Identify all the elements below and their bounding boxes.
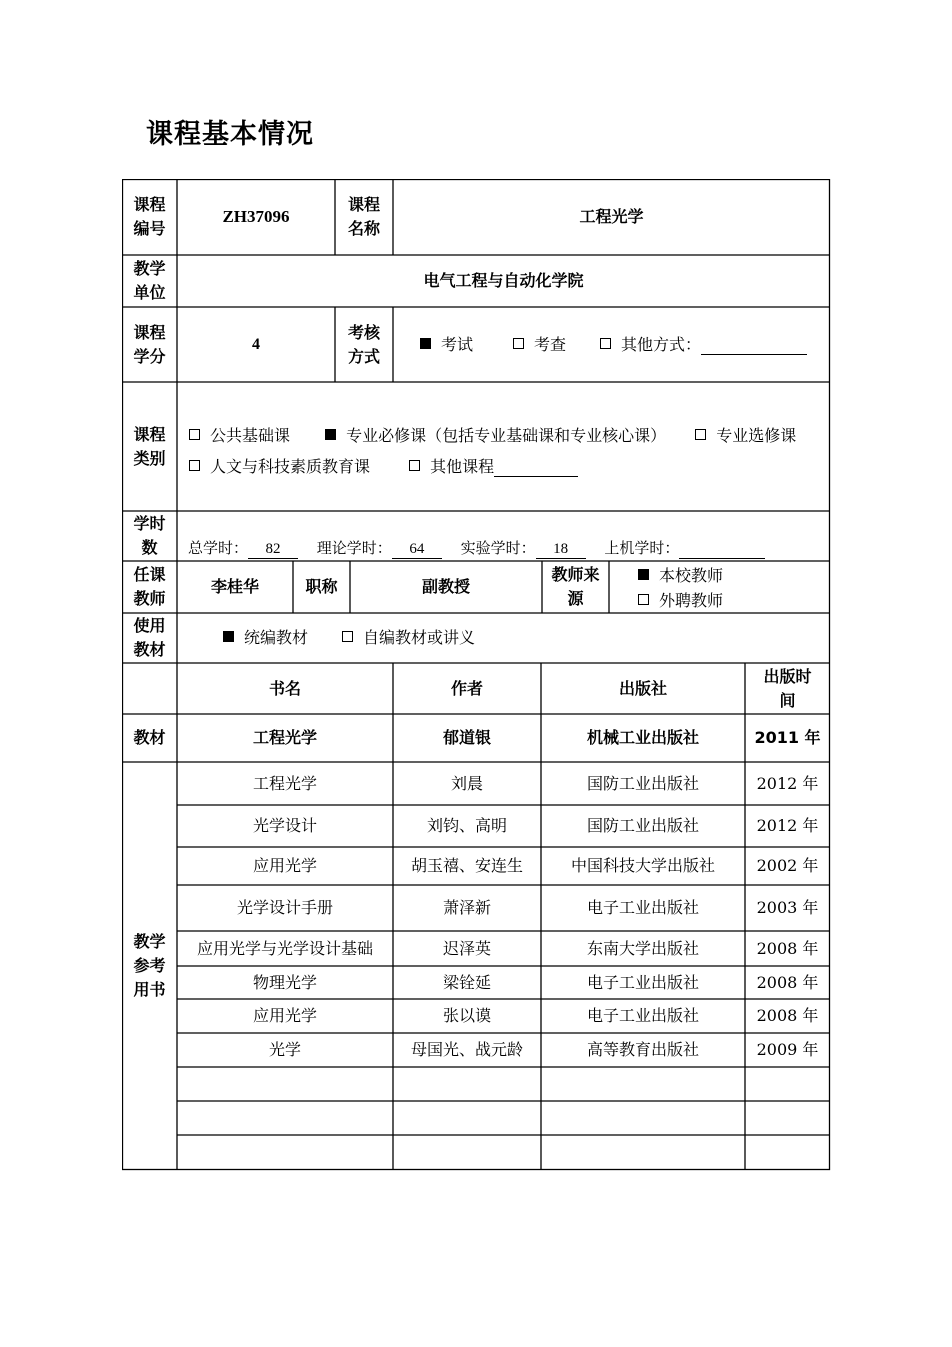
reference-year: 2008 年 <box>756 938 819 958</box>
exam-label: 考核 方式 <box>347 322 380 366</box>
reference-publisher <box>541 1101 745 1135</box>
category-options <box>189 420 829 482</box>
material-options <box>223 613 823 663</box>
course-code-value: ZH37096 <box>222 207 290 226</box>
reference-publisher: 电子工业出版社 <box>586 972 699 992</box>
reference-name <box>177 1101 393 1135</box>
book-header-publisher: 出版社 <box>618 678 667 698</box>
textbook-publisher: 机械工业出版社 <box>586 728 699 747</box>
reference-name <box>177 1135 393 1170</box>
source-option-external[interactable]: 外聘教师 <box>638 588 723 613</box>
course-code-label: 课程 编号 <box>133 195 166 238</box>
reference-publisher: 电子工业出版社 <box>586 898 699 917</box>
rank-label: 职称 <box>305 577 338 596</box>
book-header-year: 出版时 间 <box>763 666 812 710</box>
rank-value: 副教授 <box>421 577 470 596</box>
checked-box-icon <box>325 429 336 440</box>
material-option-custom[interactable]: 自编教材或讲义 <box>342 626 475 650</box>
reference-author <box>393 1067 541 1101</box>
source-option-internal[interactable]: 本校教师 <box>638 563 723 588</box>
teacher-value: 李桂华 <box>210 577 259 596</box>
unit-label: 教学 单位 <box>133 259 166 302</box>
checked-box-icon <box>638 569 649 580</box>
reference-year <box>745 1101 830 1135</box>
reference-name: 光学 <box>268 1040 301 1059</box>
computer-hours-value <box>679 540 765 559</box>
category-option-humanities[interactable]: 人文与科技素质教育课 <box>189 457 370 476</box>
total-hours-label: 总学时： <box>188 539 249 557</box>
reference-author: 母国光、战元龄 <box>410 1040 523 1059</box>
reference-author: 梁铨延 <box>442 972 491 992</box>
reference-publisher <box>541 1135 745 1170</box>
source-label: 教师来 源 <box>551 565 600 608</box>
reference-author: 张以谟 <box>442 1006 491 1025</box>
exam-option-other[interactable]: 其他方式： <box>600 333 807 357</box>
exam-option-check[interactable]: 考查 <box>513 333 566 357</box>
hours-label: 学时 数 <box>133 514 166 557</box>
reference-publisher: 东南大学出版社 <box>586 938 699 958</box>
checkbox-icon <box>638 594 649 605</box>
reference-name: 工程光学 <box>252 773 317 793</box>
course-name-label: 课程 名称 <box>347 195 380 238</box>
checkbox-icon <box>513 338 524 349</box>
reference-name <box>177 1067 393 1101</box>
total-hours-value: 82 <box>248 540 298 559</box>
computer-hours-label: 上机学时： <box>604 539 680 557</box>
textbook-name: 工程光学 <box>252 728 317 747</box>
reference-publisher: 高等教育出版社 <box>586 1040 699 1059</box>
reference-author: 刘晨 <box>450 773 483 793</box>
reference-year: 2012 年 <box>756 816 819 835</box>
reference-author: 迟泽英 <box>442 938 491 958</box>
reference-author: 刘钧、高明 <box>426 816 507 835</box>
checkbox-icon <box>189 429 200 440</box>
reference-publisher: 国防工业出版社 <box>586 773 699 793</box>
checked-box-icon <box>420 338 431 349</box>
category-label: 课程 类别 <box>133 424 166 468</box>
reference-name: 光学设计手册 <box>236 898 333 917</box>
reference-publisher <box>541 1067 745 1101</box>
lab-hours-value: 18 <box>536 540 586 559</box>
hours-values <box>188 539 765 559</box>
exam-options <box>393 307 830 382</box>
reference-name: 应用光学与光学设计基础 <box>196 938 373 958</box>
checkbox-icon <box>189 460 200 471</box>
reference-name: 物理光学 <box>252 972 317 992</box>
reference-year <box>745 1135 830 1170</box>
material-option-standard[interactable]: 统编教材 <box>223 626 308 650</box>
checkbox-icon <box>600 338 611 349</box>
credit-label: 课程 学分 <box>133 322 166 366</box>
course-name-value: 工程光学 <box>579 207 644 226</box>
other-method-blank[interactable] <box>701 336 807 355</box>
category-option-other[interactable]: 其他课程 <box>409 457 578 476</box>
reference-author <box>393 1135 541 1170</box>
reference-year: 2002 年 <box>756 856 819 875</box>
textbook-author: 郁道银 <box>442 728 491 747</box>
reference-author: 胡玉禧、安连生 <box>410 856 523 875</box>
teacher-label: 任课 教师 <box>133 565 166 608</box>
theory-hours-value: 64 <box>392 540 442 559</box>
reference-year: 2009 年 <box>756 1040 819 1059</box>
reference-publisher: 电子工业出版社 <box>586 1006 699 1025</box>
reference-year: 2008 年 <box>756 972 819 992</box>
category-option-required[interactable]: 专业必修课（包括专业基础课和专业核心课） <box>325 426 666 445</box>
reference-label: 教学 参考 用书 <box>133 932 166 999</box>
reference-name: 应用光学 <box>252 1006 317 1025</box>
lab-hours-label: 实验学时： <box>460 539 536 557</box>
course-info-table <box>122 179 831 1171</box>
page-title: 课程基本情况 <box>146 119 314 150</box>
reference-name: 应用光学 <box>252 856 317 875</box>
checkbox-icon <box>409 460 420 471</box>
reference-year: 2003 年 <box>756 898 819 917</box>
book-header-author: 作者 <box>450 678 483 698</box>
material-label: 使用 教材 <box>133 616 166 659</box>
reference-author: 萧泽新 <box>442 898 491 917</box>
theory-hours-label: 理论学时： <box>316 539 392 557</box>
book-header-name: 书名 <box>268 678 301 698</box>
other-course-blank[interactable] <box>494 458 578 477</box>
textbook-label: 教材 <box>133 728 166 747</box>
textbook-year: 2011 年 <box>754 728 821 747</box>
reference-publisher: 国防工业出版社 <box>586 816 699 835</box>
exam-option-exam[interactable]: 考试 <box>420 333 473 357</box>
category-option-elective[interactable]: 专业选修课 <box>695 426 796 445</box>
reference-author <box>393 1101 541 1135</box>
unit-value: 电气工程与自动化学院 <box>423 271 584 290</box>
checkbox-icon <box>695 429 706 440</box>
reference-year: 2012 年 <box>756 773 819 793</box>
reference-publisher: 中国科技大学出版社 <box>570 856 715 875</box>
reference-name: 光学设计 <box>252 816 317 835</box>
reference-year: 2008 年 <box>756 1006 819 1025</box>
credit-value: 4 <box>252 335 260 353</box>
source-options <box>638 563 723 613</box>
checked-box-icon <box>223 631 234 642</box>
checkbox-icon <box>342 631 353 642</box>
reference-year <box>745 1067 830 1101</box>
category-option-public[interactable]: 公共基础课 <box>189 426 290 445</box>
